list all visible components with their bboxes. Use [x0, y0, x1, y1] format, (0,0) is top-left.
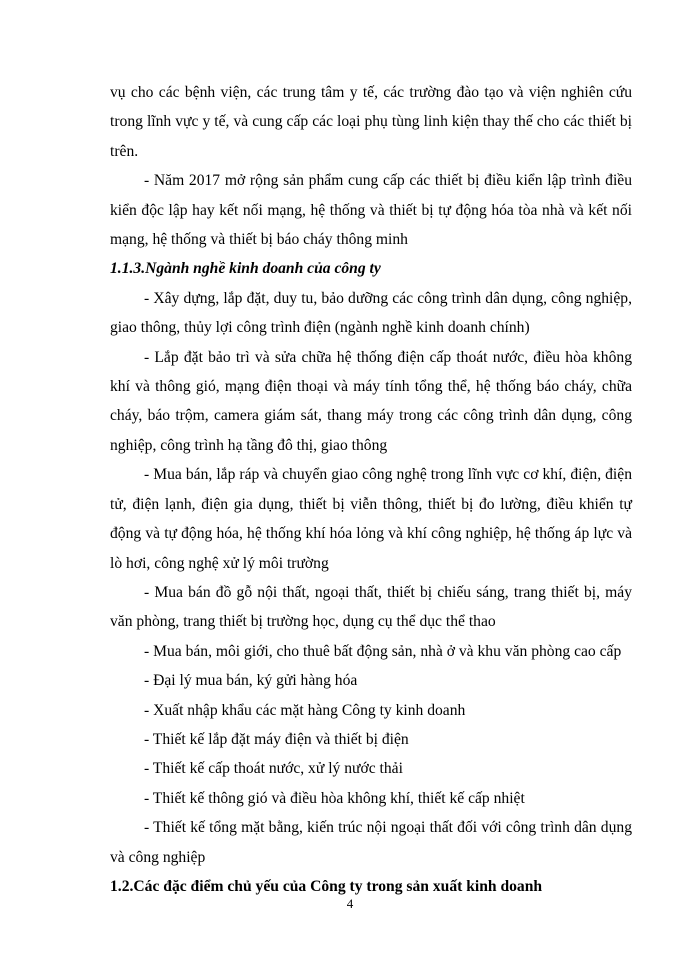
- list-item-furniture-equipment: - Mua bán đồ gỗ nội thất, ngoại thất, thiết bị chiếu sáng, trang thiết bị, máy văn phòng, trang thiết bị trường học, dụng cụ thể dục thể thao: [110, 583, 632, 631]
- document-body: [110, 78, 632, 901]
- section-heading-1-2: 1.2.Các đặc điểm chủ yếu của Công ty trong sản xuất kinh doanh: [110, 877, 543, 895]
- list-item-technology-trading: - Mua bán, lắp ráp và chuyển giao công nghệ trong lĩnh vực cơ khí, điện, điện tử, điện lạnh, điện gia dụng, thiết bị viễn thông, thiết bị đo lường, điều khiển tự động và tự động hóa, hệ thống khí hóa lỏng và khí công nghiệp, hệ thống áp lực và lò hơi, công nghệ xử lý môi trường: [110, 466, 632, 572]
- list-item-installation-maintenance: - Lắp đặt bảo trì và sửa chữa hệ thống điện cấp thoát nước, điều hòa không khí và thông gió, mạng điện thoại và máy tính tổng thể, hệ thống báo cháy, chữa cháy, báo trộm, camera giám sát, thang máy trong các công trình dân dụng, công nghiệp, công trình hạ tầng đô thị, giao thông: [110, 348, 632, 454]
- list-item-architecture-design: - Thiết kế tổng mặt bằng, kiến trúc nội ngoại thất đối với công trình dân dụng và công nghiệp: [110, 819, 632, 866]
- paragraph-continued-intro: vụ cho các bệnh viện, các trung tâm y tế, các trường đào tạo và viện nghiên cứu trong lĩnh vực y tế, và cung cấp các loại phụ tùng linh kiện thay thế cho các thiết bị trên.: [110, 84, 632, 160]
- list-item-ventilation-design: - Thiết kế thông gió và điều hòa không khí, thiết kế cấp nhiệt: [144, 789, 525, 807]
- list-item-water-design: - Thiết kế cấp thoát nước, xử lý nước thải: [144, 760, 403, 778]
- page-number: 4: [346, 896, 354, 911]
- list-item-electrical-design: - Thiết kế lắp đặt máy điện và thiết bị điện: [144, 730, 409, 748]
- list-item-import-export: - Xuất nhập khẩu các mặt hàng Công ty kinh doanh: [144, 701, 466, 719]
- paragraph-2017-expansion: - Năm 2017 mở rộng sản phẩm cung cấp các thiết bị điều kiển lập trình điều kiển độc lập hay kết nối mạng, hệ thống và thiết bị tự động hóa tòa nhà và kết nối mạng, hệ thống và thiết bị báo cháy thông minh: [110, 172, 632, 249]
- list-item-agency: - Đại lý mua bán, ký gửi hàng hóa: [144, 672, 358, 690]
- list-item-construction: - Xây dựng, lắp đặt, duy tu, bảo dưỡng các công trình dân dụng, công nghiệp, giao thông, thủy lợi công trình điện (ngành nghề kinh doanh chính): [110, 289, 632, 337]
- list-item-real-estate: - Mua bán, môi giới, cho thuê bất động sản, nhà ở và khu văn phòng cao cấp: [144, 642, 622, 660]
- section-heading-1-1-3: 1.1.3.Ngành nghề kinh doanh của công ty: [110, 260, 381, 278]
